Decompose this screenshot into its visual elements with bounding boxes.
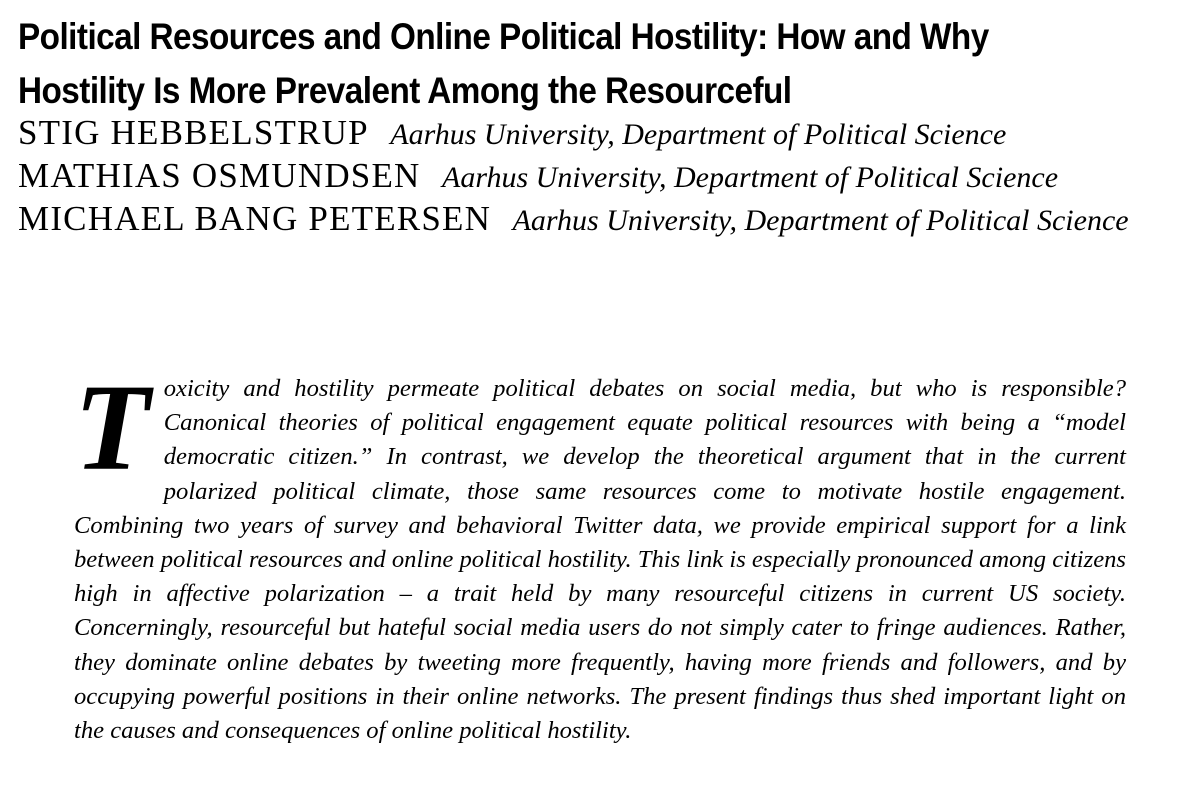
author-affiliation: Aarhus University, Department of Political Science [512,204,1129,237]
author-entry [18,156,1182,195]
abstract [74,359,1126,748]
paper-title-line-2: Hostility Is More Prevalent Among the Resourceful [18,70,792,111]
abstract-dropcap: T [74,359,150,496]
paper-title [18,10,1071,118]
author-name: STIG HEBBELSTRUP [18,113,369,152]
author-name: MATHIAS OSMUNDSEN [18,156,421,195]
author-affiliation: Aarhus University, Department of Political Science [390,118,1007,151]
author-entry [18,113,1182,152]
author-affiliation: Aarhus University, Department of Political Science [442,161,1059,194]
paper-title-line-1: Political Resources and Online Political Hostility: How and Why [18,16,989,57]
author-name: MICHAEL BANG PETERSEN [18,199,492,238]
abstract-body: oxicity and hostility permeate political debates on social media, but who is responsible? Canonical theories of political engagement equate political resources with being a “model democratic citizen.” In contrast, we develop the theoretical argument that in the current polarized political climate, those same resources come to motivate hostile engagement. Combining two years of survey and behavioral Twitter data, we provide empirical support for a link between political resources and online political hostility. This link is especially pronounced among citizens high in affective polarization – a trait held by many resourceful citizens in current US society. Concerningly, resourceful but hateful social media users do not simply cater to fringe audiences. Rather, they dominate online debates by tweeting more frequently, having more friends and followers, and by occupying powerful positions in their online networks. The present findings thus shed important light on the causes and consequences of online political hostility. [74,375,1126,745]
author-entry [18,199,1182,238]
author-list [18,113,1182,247]
